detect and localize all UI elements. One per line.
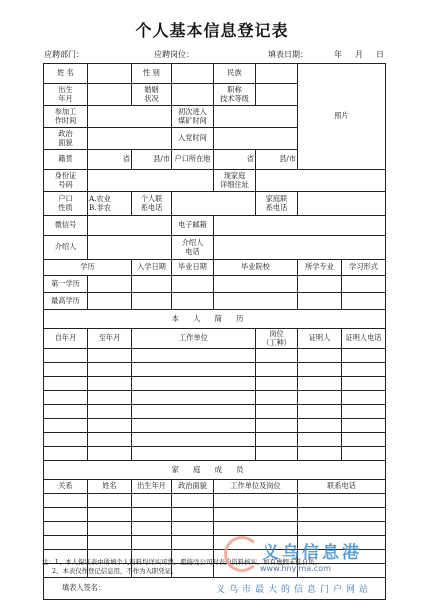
resume-cell[interactable] [44,433,88,447]
edu-cell[interactable] [88,276,132,293]
wechat-field[interactable] [88,216,172,236]
resume-cell[interactable] [44,363,88,377]
family-cell[interactable] [132,494,172,508]
resume-cell[interactable] [256,419,298,433]
family-cell[interactable] [88,536,132,550]
family-cell[interactable] [172,494,214,508]
edu-cell[interactable] [214,276,298,293]
family-cell[interactable] [88,508,132,522]
resume-header-to: 至年月 [88,329,132,349]
resume-cell[interactable] [342,363,386,377]
family-cell[interactable] [214,494,298,508]
referrer-label: 介绍人 [44,236,88,260]
family-row [44,494,386,508]
resume-cell[interactable] [298,363,342,377]
resume-cell[interactable] [256,405,298,419]
family-header-name: 姓名 [88,480,132,494]
gender-label: 性 别 [132,64,172,84]
party-time-field[interactable] [214,128,298,150]
form-title: 个人基本信息登记表 [135,21,289,40]
edu-header-mode: 学习形式 [342,260,386,276]
edu-cell[interactable] [342,276,386,293]
resume-cell[interactable] [342,419,386,433]
coal-time-label: 初次进入 煤矿时间 [172,106,214,128]
referrer-phone-field[interactable] [214,236,386,260]
name-label: 姓 名 [44,64,88,84]
watermark-tagline: 义乌市最大的信息门户网站 [216,585,373,595]
edu-cell[interactable] [88,293,132,310]
work-time-label: 参加工 作时间 [44,106,88,128]
resume-row [44,447,386,461]
family-cell[interactable] [88,494,132,508]
resume-cell[interactable] [88,349,132,363]
edu-row-label: 第一学历 [44,276,88,293]
edu-header-graduate: 毕业日期 [172,260,214,276]
education-row-first [44,276,386,293]
family-cell[interactable] [132,522,172,536]
resume-header-employer: 工作单位 [132,329,256,349]
day-label: 日 [376,50,384,59]
resume-cell[interactable] [342,405,386,419]
watermark [216,534,420,598]
resume-cell[interactable] [256,349,298,363]
family-phone-field[interactable] [298,192,386,216]
resume-section-title: 本人简历 [44,310,386,329]
watermark-logo-icon [224,536,260,572]
title-level-field[interactable] [256,84,298,106]
title-level-label: 职称 技术等级 [214,84,256,106]
family-section-title: 家庭成员 [44,461,386,480]
family-cell[interactable] [298,494,386,508]
resume-cell[interactable] [298,349,342,363]
post-label: 应聘岗位： [154,50,194,59]
resume-row [44,419,386,433]
marital-label: 婚姻 状况 [132,84,172,106]
resume-row [44,405,386,419]
note-1: 注：1、本人保证表中所填个人资料均详实可靠，愿接受公司对表内资料核实，如有虚假未任自负。 [42,558,321,566]
id-no-label: 身份证 号码 [44,170,88,192]
photo-box[interactable]: 照片 [298,64,386,170]
education-row-highest [44,293,386,310]
birth-field[interactable] [88,84,132,106]
resume-cell[interactable] [88,405,132,419]
referrer-phone-label: 介绍人 电话 [172,236,214,260]
note-2: 2、本表仅作登记信息用，不作为入职凭证。 [52,567,178,576]
referrer-field[interactable] [88,236,172,260]
wechat-label: 微信号 [44,216,88,236]
resume-cell[interactable] [88,419,132,433]
resume-cell[interactable] [256,391,298,405]
resume-row [44,363,386,377]
politics-field[interactable] [88,128,172,150]
resume-cell[interactable] [298,433,342,447]
work-time-field[interactable] [88,106,172,128]
politics-label: 政治 面貌 [44,128,88,150]
resume-cell[interactable] [298,377,342,391]
resume-cell[interactable] [132,363,256,377]
address-label: 现家庭 详细住址 [214,170,256,192]
family-cell[interactable] [88,522,132,536]
resume-cell[interactable] [298,447,342,461]
family-header [44,480,386,494]
resume-cell[interactable] [256,447,298,461]
edu-cell[interactable] [342,293,386,310]
edu-cell[interactable] [214,293,298,310]
family-phone-label: 家庭联 系电话 [256,192,298,216]
resume-header-witness: 证明人 [298,329,342,349]
resume-rows [44,349,386,461]
edu-cell[interactable] [298,293,342,310]
resume-cell[interactable] [88,377,132,391]
hukou-place-label: 户口所在地 [172,150,214,170]
contact-phone-label: 个人联 系电话 [132,192,172,216]
resume-cell[interactable] [132,349,256,363]
hukou-type-options[interactable]: A.农业 B.非农 [88,192,132,216]
ethnicity-label: 民族 [214,64,256,84]
edu-cell[interactable] [298,276,342,293]
email-label: 电子邮箱 [172,216,214,236]
family-header-birth: 出生年月 [132,480,172,494]
resume-cell[interactable] [88,433,132,447]
family-header-politics: 政治面貌 [172,480,214,494]
resume-cell[interactable] [44,419,88,433]
resume-cell[interactable] [132,447,256,461]
resume-cell[interactable] [256,433,298,447]
resume-cell[interactable] [298,405,342,419]
family-cell[interactable] [298,508,386,522]
registration-form [43,63,386,600]
marital-field[interactable] [172,84,214,106]
family-header-relation: 关系 [44,480,88,494]
resume-cell[interactable] [88,447,132,461]
edu-header-degree: 学历 [44,260,132,276]
family-cell[interactable] [44,508,88,522]
resume-row [44,377,386,391]
birth-label: 出生 年月 [44,84,88,106]
family-header-employer: 工作单位及岗位 [214,480,298,494]
party-time-label: 入党时间 [172,128,214,150]
resume-cell[interactable] [132,433,256,447]
family-cell[interactable] [132,508,172,522]
family-cell[interactable] [172,522,214,536]
edu-header-enroll: 入学日期 [132,260,172,276]
resume-cell[interactable] [342,447,386,461]
family-header-phone: 联系电话 [298,480,386,494]
resume-cell[interactable] [298,391,342,405]
resume-row [44,349,386,363]
resume-row [44,391,386,405]
edu-cell[interactable] [172,293,214,310]
resume-cell[interactable] [256,363,298,377]
resume-cell[interactable] [132,419,256,433]
name-field[interactable] [88,64,132,84]
email-field[interactable] [214,216,386,236]
resume-cell[interactable] [256,377,298,391]
month-label: 月 [355,50,363,59]
resume-cell[interactable] [298,419,342,433]
resume-cell[interactable] [342,391,386,405]
family-cell[interactable] [44,494,88,508]
resume-cell[interactable] [342,377,386,391]
resume-cell[interactable] [342,433,386,447]
hukou-province[interactable]: 省 [214,150,256,170]
resume-cell[interactable] [88,363,132,377]
resume-header-from: 自年月 [44,329,88,349]
family-cell[interactable] [44,522,88,536]
family-cell[interactable] [44,536,88,550]
hukou-county[interactable]: 县/市 [256,150,298,170]
resume-cell[interactable] [44,349,88,363]
ethnicity-field[interactable] [256,64,298,84]
hukou-type-label: 户口 性质 [44,192,88,216]
family-cell[interactable] [172,508,214,522]
resume-cell[interactable] [342,349,386,363]
resume-cell[interactable] [132,391,256,405]
family-cell[interactable] [172,536,214,550]
resume-header-witness-phone: 证明人电话 [342,329,386,349]
edu-cell[interactable] [172,276,214,293]
gender-field[interactable] [172,64,214,84]
edu-header-major: 所学专业 [298,260,342,276]
family-cell[interactable] [132,536,172,550]
dept-label: 应聘部门： [44,50,84,59]
resume-header-position: 岗位 （工种） [256,329,298,349]
family-cell[interactable] [214,508,298,522]
watermark-url: www.hnyima.com [260,564,331,573]
resume-cell[interactable] [44,377,88,391]
resume-cell[interactable] [44,391,88,405]
edu-cell[interactable] [132,276,172,293]
native-province[interactable]: 省 [88,150,132,170]
native-label: 籍贯 [44,150,88,170]
signer-row[interactable]: 填表人签名： [44,578,386,600]
education-header [44,260,386,276]
resume-cell[interactable] [132,405,256,419]
edu-row-label: 最高学历 [44,293,88,310]
resume-cell[interactable] [132,377,256,391]
resume-row [44,433,386,447]
contact-phone-field[interactable] [172,192,256,216]
resume-cell[interactable] [88,391,132,405]
family-row [44,508,386,522]
native-county[interactable]: 县/市 [132,150,172,170]
coal-time-field[interactable] [214,106,298,128]
resume-header [44,329,386,349]
edu-cell[interactable] [132,293,172,310]
resume-cell[interactable] [44,447,88,461]
address-field[interactable] [256,170,386,192]
watermark-site: 义乌信息港 [262,543,362,563]
id-no-field[interactable] [88,170,214,192]
header-row [0,49,424,63]
year-label: 年 [334,50,342,59]
edu-header-school: 毕业院校 [214,260,298,276]
resume-cell[interactable] [44,405,88,419]
date-label: 填表日期： [268,50,308,59]
